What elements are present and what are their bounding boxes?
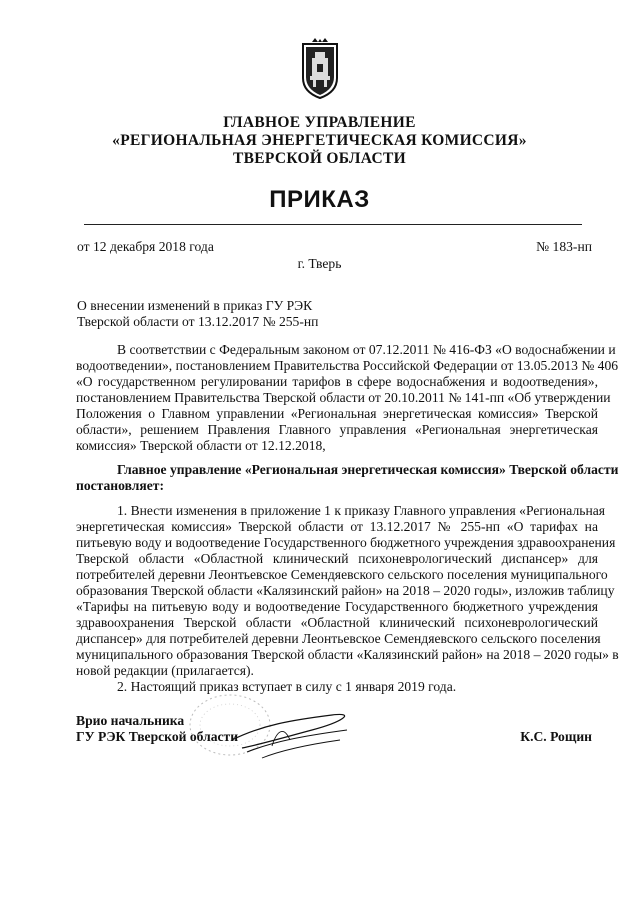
item1-line: новой редакции (прилагается).: [76, 663, 254, 678]
resolves-line-1: Главное управление «Региональная энергетическая комиссия» Тверской области: [117, 462, 619, 477]
preamble-line: В соответствии с Федеральным законом от 07.12.2011 № 416-ФЗ «О водоснабжении и: [117, 342, 616, 357]
item1-line: Тверской области «Областной клинический психоневрологический диспансер» для: [76, 551, 598, 566]
header-line-3: ТВЕРСКОЙ ОБЛАСТИ: [233, 150, 406, 167]
item1-line: энергетическая комиссия» Тверской области от 13.12.2017 № 255-нп «О тарифах на: [76, 519, 598, 534]
coat-of-arms-icon: [300, 38, 340, 100]
preamble-line: области», решением Правления Главного управления «Региональная энергетическая: [76, 422, 598, 437]
document-city: г. Тверь: [297, 256, 342, 271]
signer-title-2: ГУ РЭК Тверской области: [76, 729, 239, 744]
header-line-2: «РЕГИОНАЛЬНАЯ ЭНЕРГЕТИЧЕСКАЯ КОМИССИЯ»: [112, 132, 527, 149]
item1-line: образования Тверской области «Калязинский район» на 2018 – 2020 годы», изложив таблицу: [76, 583, 615, 598]
resolves-line-2: постановляет:: [76, 478, 164, 493]
document-type: ПРИКАЗ: [269, 186, 370, 213]
preamble-line: Положения о Главном управлении «Региональная энергетическая комиссия» Тверской: [76, 406, 598, 421]
header-divider: [84, 224, 582, 225]
item1-line: диспансер» для потребителей деревни Леонтьевское Семендяевского сельского поселения: [76, 631, 601, 646]
item1-line: питьевую воду и водоотведение Государственного бюджетного учреждения здравоохранения: [76, 535, 616, 550]
preamble-line: постановлением Правительства Тверской области от 20.10.2011 № 141-пп «Об утверждении: [76, 390, 611, 405]
document-number: № 183-нп: [536, 239, 592, 254]
subject-line-2: Тверской области от 13.12.2017 № 255-нп: [77, 314, 319, 329]
signer-name: К.С. Рощин: [520, 729, 592, 744]
subject-line-1: О внесении изменений в приказ ГУ РЭК: [77, 298, 313, 313]
preamble-line: комиссия» Тверской области от 12.12.2018,: [76, 438, 326, 453]
item2-line: 2. Настоящий приказ вступает в силу с 1 января 2019 года.: [117, 679, 457, 694]
signer-title-1: Врио начальника: [76, 713, 185, 728]
item1-line: «Тарифы на питьевую воду и водоотведение Государственного бюджетного учреждения: [76, 599, 598, 614]
item1-line: 1. Внести изменения в приложение 1 к приказу Главного управления «Региональная: [117, 503, 606, 518]
item1-line: потребителей деревни Леонтьевское Семендяевского сельского поселения муниципального: [76, 567, 608, 582]
document-date: от 12 декабря 2018 года: [77, 239, 214, 254]
item1-line: муниципального образования Тверской области «Калязинский район» на 2018 – 2020 годы» в: [76, 647, 619, 662]
header-line-1: ГЛАВНОЕ УПРАВЛЕНИЕ: [223, 114, 416, 131]
preamble-line: водоотведении», постановлением Правительства Российской Федерации от 13.05.2013 № 406: [76, 358, 619, 373]
preamble-line: «О государственном регулировании тарифов в сфере водоснабжения и водоотведения»,: [76, 374, 598, 389]
item1-line: здравоохранения Тверской области «Областной клинический психоневрологический: [76, 615, 598, 630]
